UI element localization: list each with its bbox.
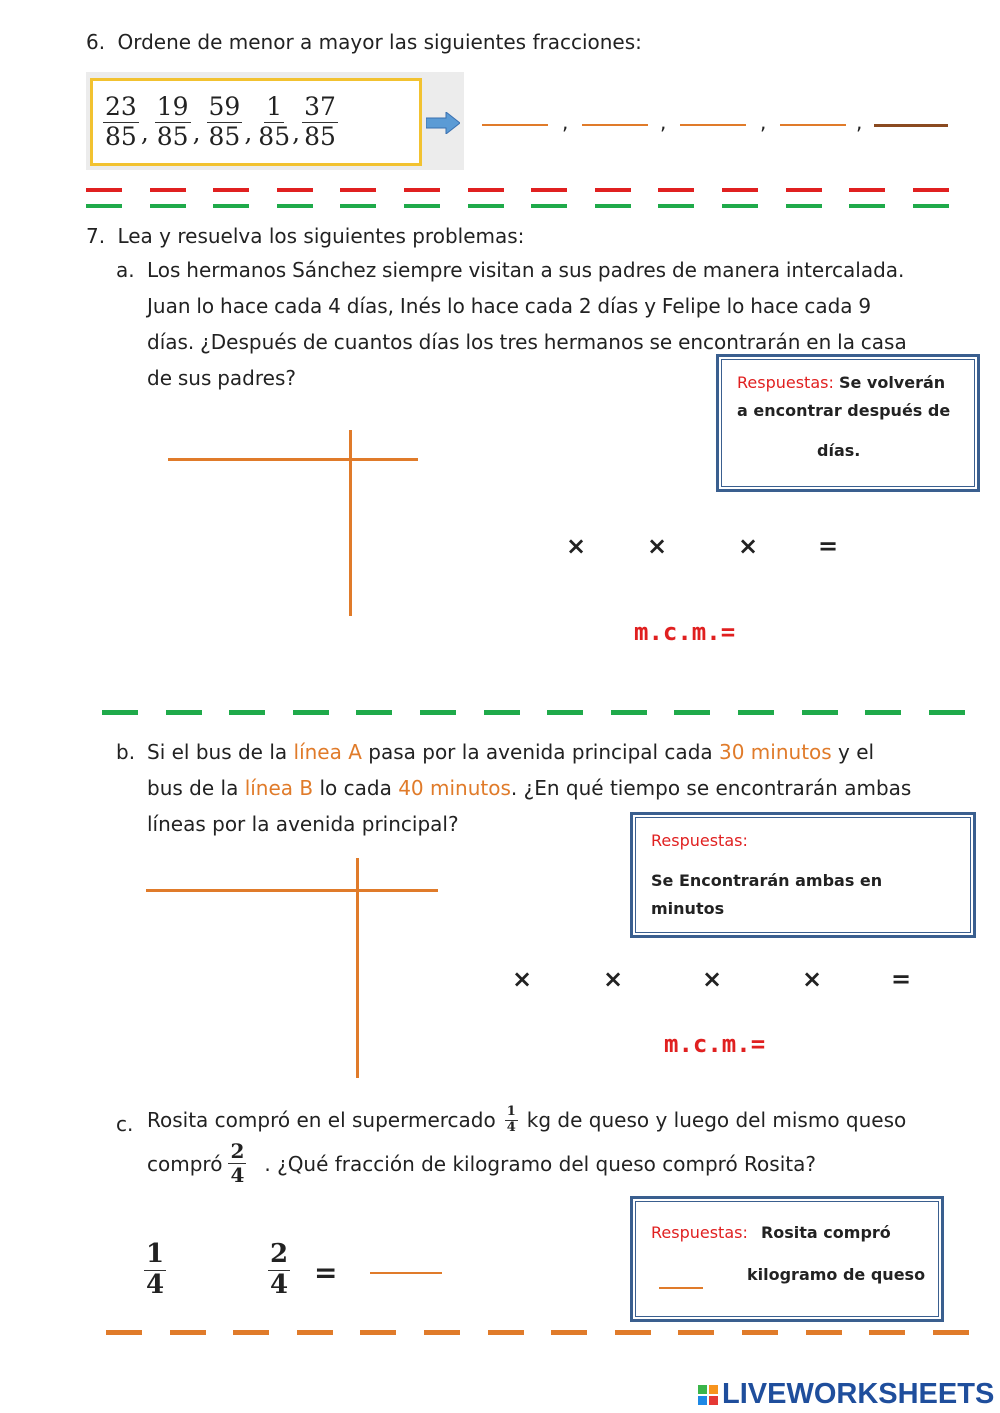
answer-text: días. [817,441,861,460]
answer-label: Respuestas: [651,1223,748,1242]
q7b-answer-content [651,827,961,923]
q7a-line3: días. ¿Después de cuantos días los tres hermanos se encontrarán en la casa [147,330,907,354]
divider-dash [849,204,885,208]
times-sign: × [603,965,624,993]
eq-fraction-2: $\frac{2}{4}$ [270,1239,289,1300]
comma: , [660,110,667,134]
divider-dash [166,710,202,715]
divider-dash [213,188,249,192]
fractions-panel [86,72,464,170]
times-sign: × [647,532,668,560]
answer-text: minutos [651,899,725,918]
divider-dash [722,204,758,208]
q7a-answer-content [737,369,967,465]
fraction-two-quarters: $\frac{2}{4}$ [230,1139,245,1187]
divider-dash [468,204,504,208]
divider-dash [933,1330,969,1335]
times-sign: × [702,965,723,993]
mcm-label: m.c.m.= [664,1030,766,1058]
q7a-line4: de sus padres? [147,366,296,390]
mcm-label: m.c.m.= [634,618,736,646]
divider-dash [233,1330,269,1335]
divider-dash [468,188,504,192]
footer-brand [698,1378,994,1411]
divider-dash [913,204,949,208]
division-vertical-line [349,430,352,616]
fraction-3: $\frac{59}{85}$ [208,91,241,151]
brand-name: LIVEWORKSHEETS [722,1378,995,1410]
answer-blank-3[interactable] [680,124,746,126]
divider-dash [849,188,885,192]
divider-dash [658,188,694,192]
q7a-line2: Juan lo hace cada 4 días, Inés lo hace cada 2 días y Felipe lo hace cada 9 [147,294,872,318]
q7a-answer-box [716,354,980,492]
times-sign: × [802,965,823,993]
answer-label: Respuestas: [651,831,748,850]
division-vertical-line [356,858,359,1078]
times-sign: × [512,965,533,993]
q7b-letter: b. [116,740,136,764]
divider-dash [424,1330,460,1335]
eq-fraction-1: $\frac{1}{4}$ [146,1239,165,1300]
orange-divider [106,1330,962,1336]
q7c-answer-box [630,1196,944,1322]
answer-text: a encontrar después de [737,401,951,420]
comma: , [856,110,863,134]
divider-dash [86,188,122,192]
answer-blank-1[interactable] [482,124,548,126]
divider-dash [277,204,313,208]
divider-dash [340,188,376,192]
fractions-list [93,81,419,163]
divider-dash [106,1330,142,1335]
fraction-1: $\frac{23}{85}$ [105,91,137,151]
q7c-text: compró [147,1151,223,1176]
division-horizontal-line [168,458,418,461]
comma: , [192,117,201,147]
fraction-5: $\frac{37}{85}$ [304,91,336,151]
divider-dash [293,710,329,715]
fraction-one-quarter: $\frac{1}{4}$ [506,1103,516,1135]
q6-number: 6. [86,30,106,54]
liveworksheets-logo-icon [698,1385,718,1405]
q7a-letter: a. [116,258,135,282]
q7c-line2 [147,1140,957,1187]
divider-dash [869,1330,905,1335]
comma: , [140,117,149,147]
q7c-text: Rosita compró en el supermercado [147,1108,496,1132]
divider-dash [547,710,583,715]
q7c-line1 [147,1102,957,1138]
comma: , [760,110,767,134]
divider-dash [678,1330,714,1335]
q7c-letter: c. [116,1112,134,1136]
comma: , [292,117,301,147]
divider-dash [213,204,249,208]
q7-heading [86,218,524,254]
answer-blank[interactable] [659,1287,703,1289]
divider-dash [595,188,631,192]
q7b-line2: bus de la línea B lo cada 40 minutos. ¿En qué tiempo se encontrarán ambas [147,776,912,800]
answer-text: Se Encontrarán ambas en [651,871,883,890]
q7b-line1: Si el bus de la línea A pasa por la avenida principal cada 30 minutos y el [147,740,875,764]
divider-dash [658,204,694,208]
divider-dash [913,188,949,192]
answer-blank-2[interactable] [582,124,648,126]
q6-heading [86,24,642,60]
divider-dash [806,1330,842,1335]
divider-dash [297,1330,333,1335]
q7a-line1: Los hermanos Sánchez siempre visitan a sus padres de manera intercalada. [147,258,905,282]
q6-text: Ordene de menor a mayor las siguientes fracciones: [117,30,642,54]
divider-dash [722,188,758,192]
divider-dash [786,188,822,192]
red-green-divider [86,188,946,212]
equals-sign: = [818,532,839,560]
fraction-2: $\frac{19}{85}$ [156,91,189,151]
division-horizontal-line [146,889,438,892]
fraction-4: $\frac{1}{85}$ [258,91,291,151]
divider-dash [738,710,774,715]
q6-answer-blanks [482,110,952,140]
divider-dash [340,204,376,208]
divider-dash [802,710,838,715]
comma: , [244,117,253,147]
q7b-answer-box [630,812,976,938]
q7-text: Lea y resuelva los siguientes problemas: [117,224,525,248]
answer-blank[interactable] [370,1272,442,1274]
divider-dash [531,204,567,208]
divider-dash [786,204,822,208]
q7c-answer-content [651,1219,941,1289]
answer-blank-4[interactable] [780,124,846,126]
times-sign: × [566,532,587,560]
divider-dash [86,204,122,208]
fractions-box [90,78,422,166]
divider-dash [356,710,392,715]
divider-dash [404,188,440,192]
q7c-text: kg de queso y luego del mismo queso [526,1108,907,1132]
divider-dash [277,188,313,192]
divider-dash [611,710,647,715]
divider-dash [360,1330,396,1335]
divider-dash [420,710,456,715]
divider-dash [150,204,186,208]
divider-dash [150,188,186,192]
divider-dash [865,710,901,715]
equals-sign: = [891,965,912,993]
comma: , [562,110,569,134]
equals-sign: = [314,1256,338,1289]
q7c-text: . ¿Qué fracción de kilogramo del queso compró Rosita? [264,1151,816,1176]
divider-dash [229,710,265,715]
divider-dash [488,1330,524,1335]
answer-text: Rosita compró [760,1223,891,1242]
q7-number: 7. [86,224,106,248]
divider-dash [102,710,138,715]
times-sign: × [738,532,759,560]
divider-dash [551,1330,587,1335]
divider-dash [595,204,631,208]
divider-dash [929,710,965,715]
arrow-right-icon [426,112,460,134]
divider-dash [484,710,520,715]
divider-dash [615,1330,651,1335]
divider-dash [170,1330,206,1335]
q7b-line3: líneas por la avenida principal? [147,812,459,836]
divider-dash [674,710,710,715]
answer-blank-5[interactable] [874,124,948,127]
divider-dash [742,1330,778,1335]
answer-text: Se volverán [838,373,946,392]
answer-label: Respuestas: [737,373,834,392]
answer-text: kilogramo de queso [747,1265,926,1284]
divider-dash [531,188,567,192]
green-divider [102,710,962,716]
divider-dash [404,204,440,208]
